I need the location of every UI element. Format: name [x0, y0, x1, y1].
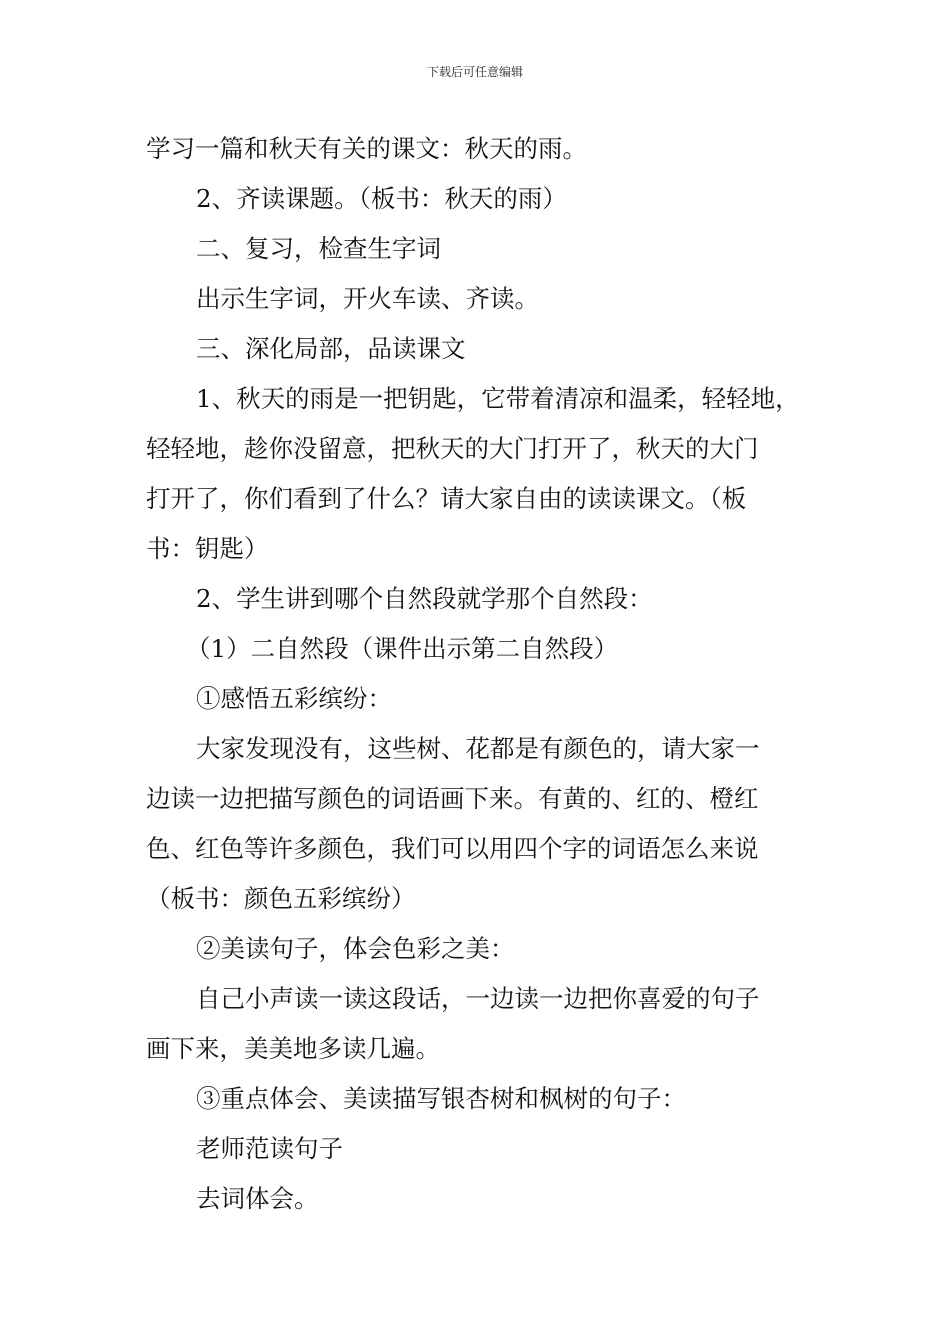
paragraph-line: 画下来，美美地多读几遍。: [146, 1034, 440, 1063]
paragraph-line: 轻轻地，趁你没留意，把秋天的大门打开了，秋天的大门: [146, 434, 759, 463]
paragraph-line: 2、学生讲到哪个自然段就学那个自然段：: [196, 584, 653, 613]
paragraph-line: 2、齐读课题。（板书：秋天的雨）: [196, 184, 567, 213]
paragraph-line: 出示生字词，开火车读、齐读。: [196, 284, 539, 313]
paragraph-line: 去词体会。: [196, 1184, 319, 1213]
paragraph-line: （1）二自然段（课件出示第二自然段）: [186, 634, 619, 663]
paragraph-line: 二、复习，检查生字词: [196, 234, 441, 263]
paragraph-line: 1、秋天的雨是一把钥匙，它带着清凉和温柔，轻轻地，: [196, 384, 800, 413]
paragraph-line: 大家发现没有，这些树、花都是有颜色的，请大家一: [196, 734, 760, 763]
paragraph-line: 打开了，你们看到了什么？请大家自由的读读课文。（板: [146, 484, 747, 513]
paragraph-line: 色、红色等许多颜色，我们可以用四个字的词语怎么来说: [146, 834, 759, 863]
paragraph-line: ②美读句子，体会色彩之美：: [196, 934, 515, 963]
document-body: [146, 124, 810, 1224]
paragraph-line: ①感悟五彩缤纷：: [196, 684, 392, 713]
paragraph-line: 学习一篇和秋天有关的课文：秋天的雨。: [146, 134, 587, 163]
paragraph-line: 书：钥匙）: [146, 534, 269, 563]
paragraph-line: （板书：颜色五彩缤纷）: [146, 884, 416, 913]
paragraph-line: 三、深化局部，品读课文: [196, 334, 466, 363]
paragraph-line: 边读一边把描写颜色的词语画下来。有黄的、红的、橙红: [146, 784, 759, 813]
paragraph-line: ③重点体会、美读描写银杏树和枫树的句子：: [196, 1084, 686, 1113]
paragraph-line: 自己小声读一读这段话，一边读一边把你喜爱的句子: [196, 984, 760, 1013]
paragraph-line: 老师范读句子: [196, 1134, 343, 1163]
page-header-watermark: 下载后可任意编辑: [426, 65, 523, 79]
